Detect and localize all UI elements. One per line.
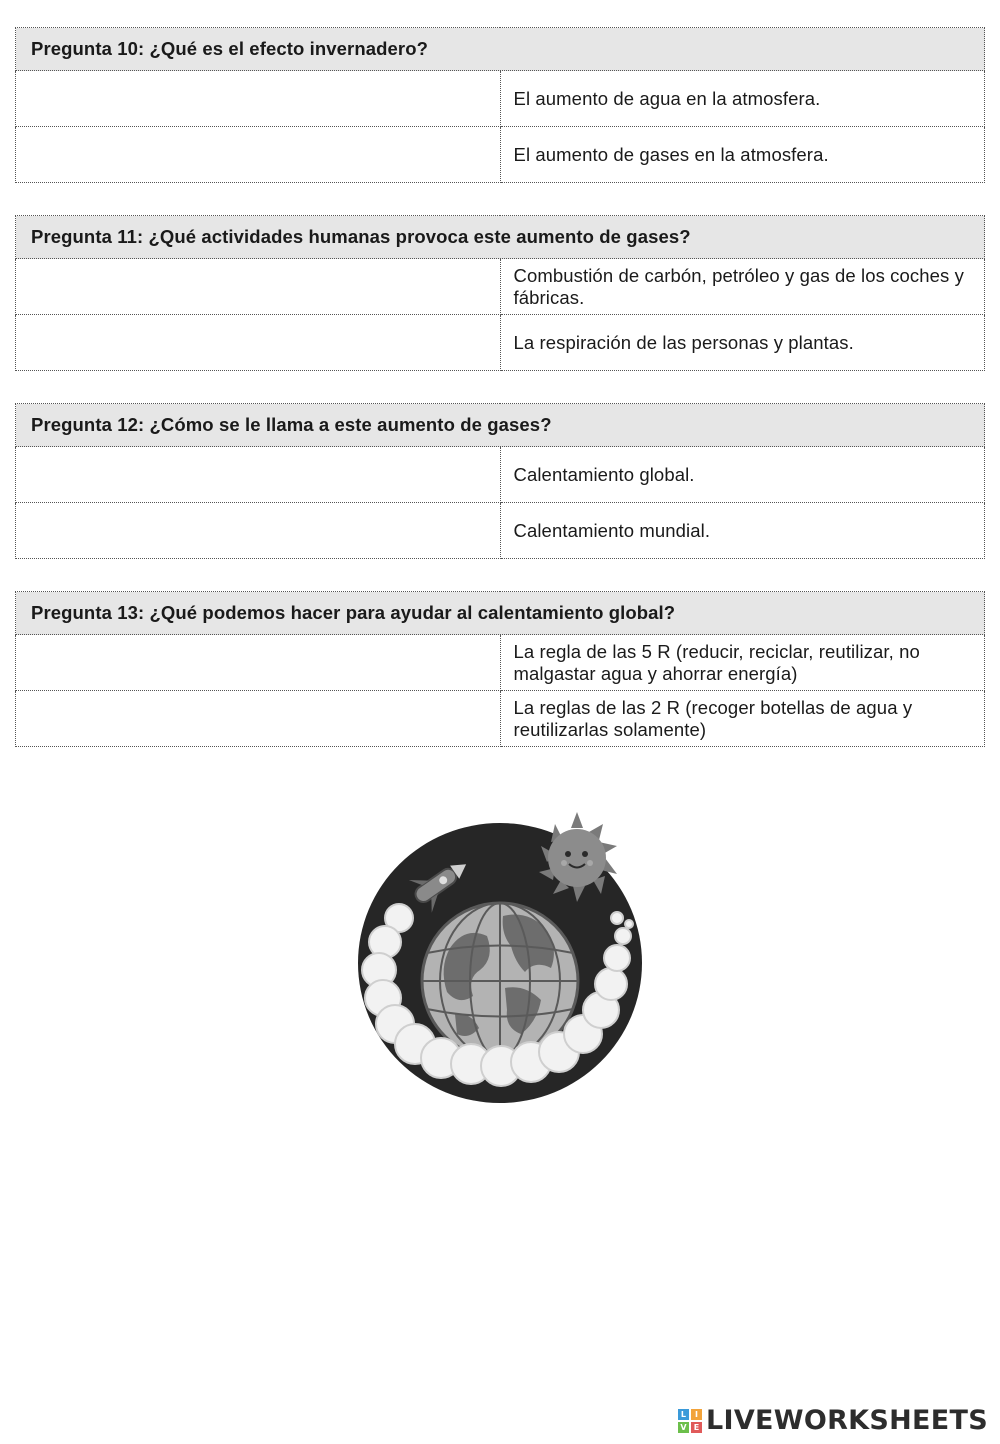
- question-10-table: [15, 27, 985, 183]
- liveworksheets-brand: [678, 1405, 988, 1436]
- earth-globe-icon: [355, 808, 645, 1106]
- question-13-option-2-text: La reglas de las 2 R (recoger botellas de agua y reutilizarlas solamente): [500, 691, 985, 747]
- question-10-option-1-checkbox[interactable]: [16, 71, 501, 127]
- logo-tile-v: V: [678, 1422, 689, 1433]
- question-12-title: Pregunta 12: ¿Cómo se le llama a este aumento de gases?: [16, 404, 985, 447]
- question-10-option-2-text: El aumento de gases en la atmosfera.: [500, 127, 985, 183]
- earth-globe-illustration: [355, 808, 645, 1106]
- question-12-option-1-text: Calentamiento global.: [500, 447, 985, 503]
- question-11-option-2-text: La respiración de las personas y plantas.: [500, 315, 985, 371]
- question-10-option-1-text: El aumento de agua en la atmosfera.: [500, 71, 985, 127]
- question-11-option-1-checkbox[interactable]: [16, 259, 501, 315]
- question-12-option-2-checkbox[interactable]: [16, 503, 501, 559]
- question-13-option-1-text: La regla de las 5 R (reducir, reciclar, reutilizar, no malgastar agua y ahorrar energía): [500, 635, 985, 691]
- question-12-option-2-text: Calentamiento mundial.: [500, 503, 985, 559]
- question-13-title: Pregunta 13: ¿Qué podemos hacer para ayudar al calentamiento global?: [16, 592, 985, 635]
- question-12-table: [15, 403, 985, 559]
- logo-tile-e: E: [691, 1422, 702, 1433]
- question-11-option-1-text: Combustión de carbón, petróleo y gas de los coches y fábricas.: [500, 259, 985, 315]
- question-10-title: Pregunta 10: ¿Qué es el efecto invernadero?: [16, 28, 985, 71]
- question-12-option-1-checkbox[interactable]: [16, 447, 501, 503]
- logo-tile-i: I: [691, 1409, 702, 1420]
- question-10-option-2-checkbox[interactable]: [16, 127, 501, 183]
- liveworksheets-wordmark: LIVEWORKSHEETS: [705, 1405, 988, 1436]
- question-13-table: [15, 591, 985, 747]
- question-11-table: [15, 215, 985, 371]
- logo-tile-l: L: [678, 1409, 689, 1420]
- question-11-option-2-checkbox[interactable]: [16, 315, 501, 371]
- question-13-option-1-checkbox[interactable]: [16, 635, 501, 691]
- liveworksheets-logo-icon: [678, 1409, 702, 1433]
- question-11-title: Pregunta 11: ¿Qué actividades humanas provoca este aumento de gases?: [16, 216, 985, 259]
- question-13-option-2-checkbox[interactable]: [16, 691, 501, 747]
